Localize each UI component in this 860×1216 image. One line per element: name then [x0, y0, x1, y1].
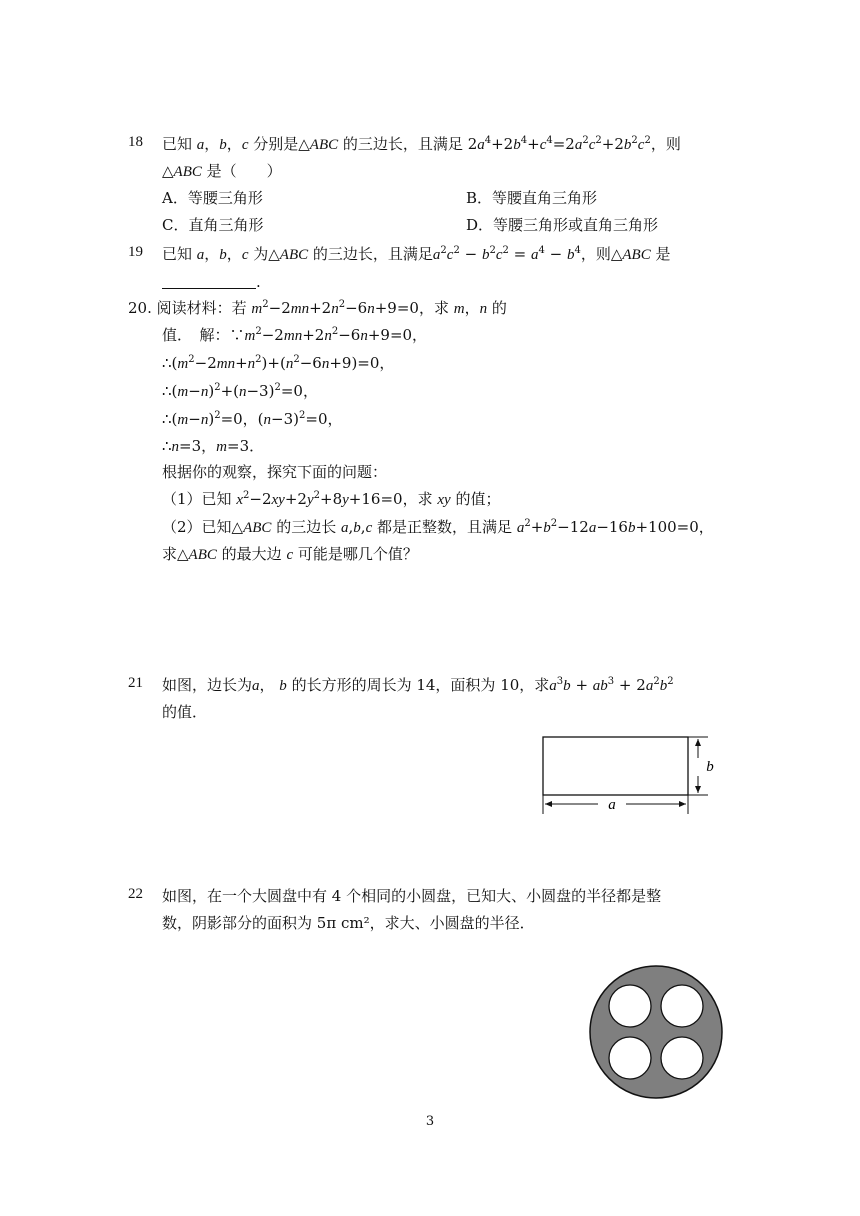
small-disc [661, 985, 703, 1027]
solution-line-5: ∴n=3，m=3． [162, 437, 265, 455]
answer-blank[interactable]: . [162, 272, 261, 292]
option-b[interactable]: B．等腰直角三角形 [466, 189, 598, 207]
question-number: 18 [128, 134, 143, 150]
part-2-line2: 求△ABC 的最大边 c 可能是哪几个值？ [162, 545, 418, 563]
solution-line-2: $\therefore(m^2-2mn+n^2)+(n^2-6n+9)=0$， [162, 354, 395, 372]
question-text: 已知 a，b，c 为△ABC 的三边长，且满足$a^2c^2 - b^2c^2 = a^4 - b^4$，则△ABC 是 [162, 245, 671, 263]
question-text: 如图，边长为a， b 的长方形的周长为 14，面积为 10，求$a^3b + ab^3 + 2a^2b^2$ [162, 676, 674, 694]
part-2: （2）已知△ABC 的三边长 a,b,c 都是正整数，且满足 $a^2+b^2-12a-16b+100=0$， [162, 518, 714, 536]
small-disc [609, 985, 651, 1027]
rectangle-figure [536, 730, 720, 816]
question-text-line2: △ABC 是（ ） [162, 162, 282, 180]
small-disc [661, 1037, 703, 1079]
question-text: 如图，在一个大圆盘中有 4 个相同的小圆盘，已知大、小圆盘的半径都是整 [162, 887, 662, 905]
label-a: a [608, 797, 616, 813]
page-number: 3 [425, 1114, 435, 1129]
small-disc [609, 1037, 651, 1079]
question-text: 已知 a，b，c 分别是△ABC 的三边长，且满足 $2a^4+2b^4+c^4=2a^2c^2+2b^2c^2$，则 [162, 135, 681, 153]
option-d[interactable]: D．等腰三角形或直角三角形 [466, 216, 659, 234]
question-number: 19 [128, 244, 143, 260]
label-b: b [706, 759, 714, 775]
rectangle-shape [543, 737, 688, 795]
large-disc [590, 966, 722, 1098]
disc-figure [588, 964, 724, 1100]
observe-line: 根据你的观察，探究下面的问题： [162, 463, 388, 481]
question-number: 21 [128, 675, 143, 691]
solution-line-4: $\therefore(m-n)^2=0$，$(n-3)^2=0$， [162, 410, 343, 428]
solution-line-1: 值． 解：$\because m^2-2mn+2n^2-6n+9=0$， [162, 326, 428, 344]
solution-line-3: $\therefore(m-n)^2+(n-3)^2=0$， [162, 382, 318, 400]
question-text: 20. 阅读材料：若 $m^2-2mn+2n^2-6n+9=0$，求 m，n 的 [128, 299, 507, 317]
part-1: （1）已知 $x^2-2xy+2y^2+8y+16=0$，求 xy 的值； [162, 490, 501, 508]
option-a[interactable]: A．等腰三角形 [162, 189, 263, 207]
question-text-line2: 数，阴影部分的面积为 5π cm²，求大、小圆盘的半径． [162, 914, 535, 932]
option-c[interactable]: C．直角三角形 [162, 216, 264, 234]
question-text-line2: 的值． [162, 703, 208, 721]
question-number: 22 [128, 886, 143, 902]
